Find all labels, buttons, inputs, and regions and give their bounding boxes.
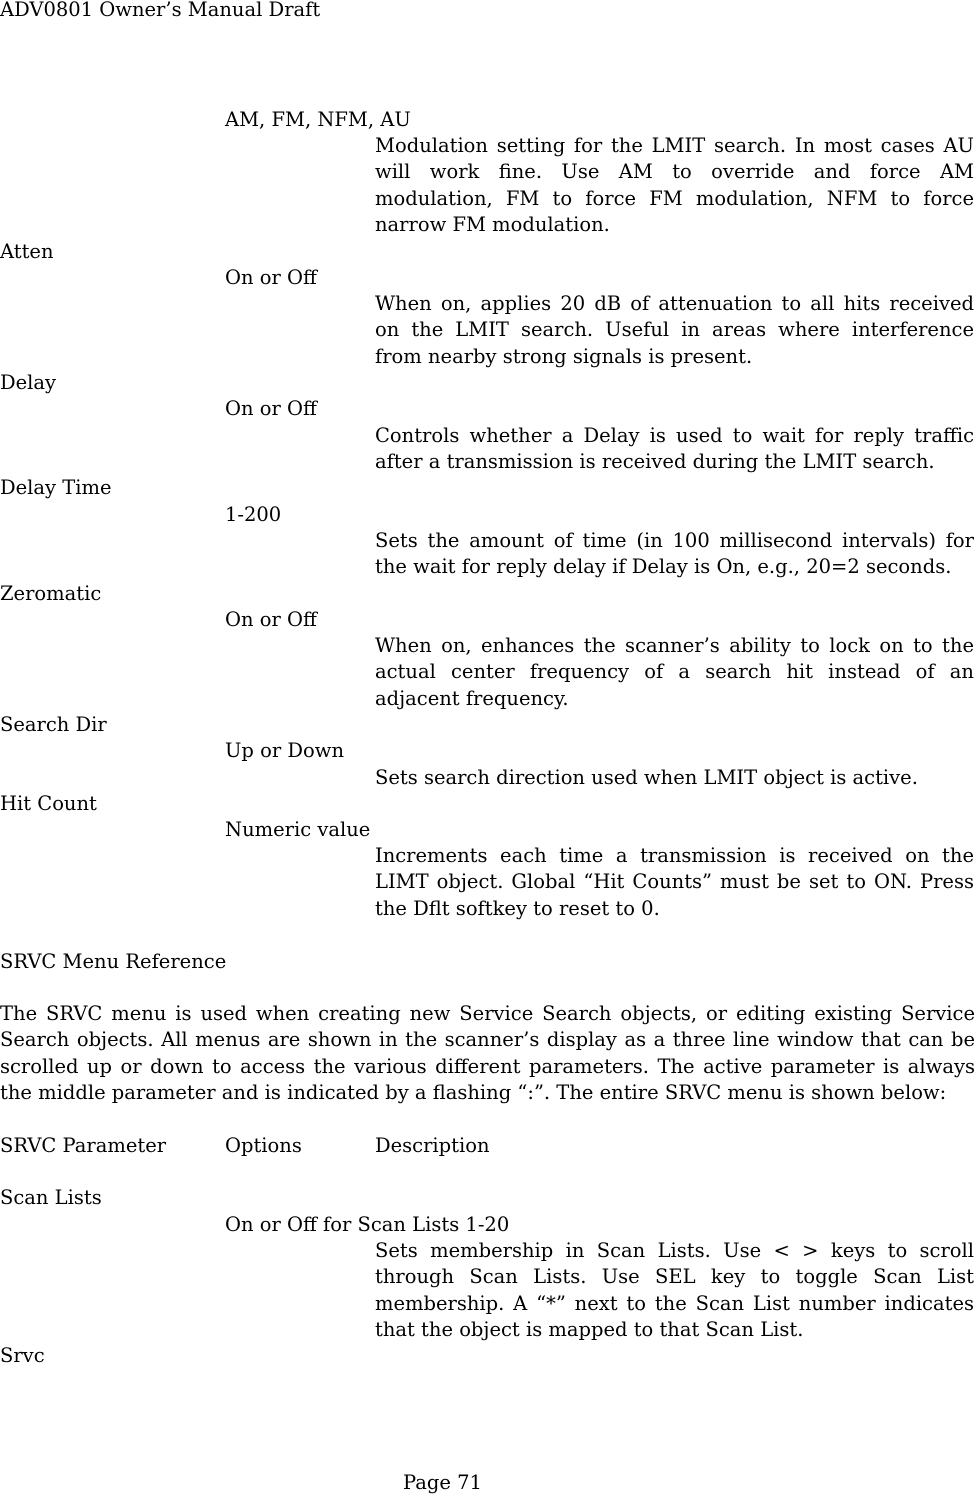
option-description: When on, enhances the scanner’s ability to lock on to the actual center frequency of a search hit instead of an adjacent frequency. xyxy=(375,634,974,710)
parameter-name: Atten xyxy=(0,240,54,263)
parameter-name: Delay xyxy=(0,371,57,394)
column-header-parameter: SRVC Parameter xyxy=(0,1134,167,1157)
option-value: On or Off xyxy=(225,608,317,631)
page-number: Page 71 xyxy=(403,1471,482,1494)
option-description: When on, applies 20 dB of attenuation to all hits received on the LMIT search. Useful in areas where interference from nearby strong signals is present. xyxy=(375,292,974,368)
option-value: On or Off for Scan Lists 1-20 xyxy=(225,1213,510,1236)
parameter-name: Srvc xyxy=(0,1344,45,1367)
parameter-name: Delay Time xyxy=(0,476,112,499)
option-description: Increments each time a transmission is received on the LIMT object. Global “Hit Counts” must be set to ON. Press the Dflt softkey to reset to 0. xyxy=(375,844,974,920)
parameter-name: Hit Count xyxy=(0,792,97,815)
option-value: Numeric value xyxy=(225,818,371,841)
option-value: AM, FM, NFM, AU xyxy=(225,108,411,131)
option-description: Sets membership in Scan Lists. Use < > keys to scroll through Scan Lists. Use SEL key to toggle Scan List membership. A “*” next to the Scan List number indicates that the object is mapped to that Scan List. xyxy=(375,1239,974,1341)
option-description: Sets search direction used when LMIT object is active. xyxy=(375,766,918,789)
option-description: Sets the amount of time (in 100 millisecond intervals) for the wait for reply delay if Delay is On, e.g., 20=2 seconds. xyxy=(375,529,974,579)
option-description: Controls whether a Delay is used to wait for reply traffic after a transmission is received during the LMIT search. xyxy=(375,424,974,474)
page-header: ADV0801 Owner’s Manual Draft xyxy=(0,0,321,21)
option-value: On or Off xyxy=(225,397,317,420)
option-value: On or Off xyxy=(225,266,317,289)
section-heading: SRVC Menu Reference xyxy=(0,950,227,973)
column-header-options: Options xyxy=(225,1134,302,1157)
section-intro-paragraph: The SRVC menu is used when creating new Service Search objects, or editing existing Service Search objects. All menus are shown in the scanner’s display as a three line window that can be scrolled up or down to access the various different parameters. The active parameter is always the middle parameter and is indicated by a flashing “:”. The entire SRVC menu is shown below: xyxy=(0,1002,975,1104)
option-description: Modulation setting for the LMIT search. In most cases AU will work fine. Use AM to override and force AM modulation, FM to force FM modulation, NFM to force narrow FM modulation. xyxy=(375,134,974,236)
parameter-name: Search Dir xyxy=(0,713,107,736)
option-value: Up or Down xyxy=(225,739,344,762)
option-value: 1-200 xyxy=(225,503,282,526)
parameter-name: Zeromatic xyxy=(0,582,102,605)
parameter-name: Scan Lists xyxy=(0,1186,102,1209)
column-header-description: Description xyxy=(375,1134,490,1157)
